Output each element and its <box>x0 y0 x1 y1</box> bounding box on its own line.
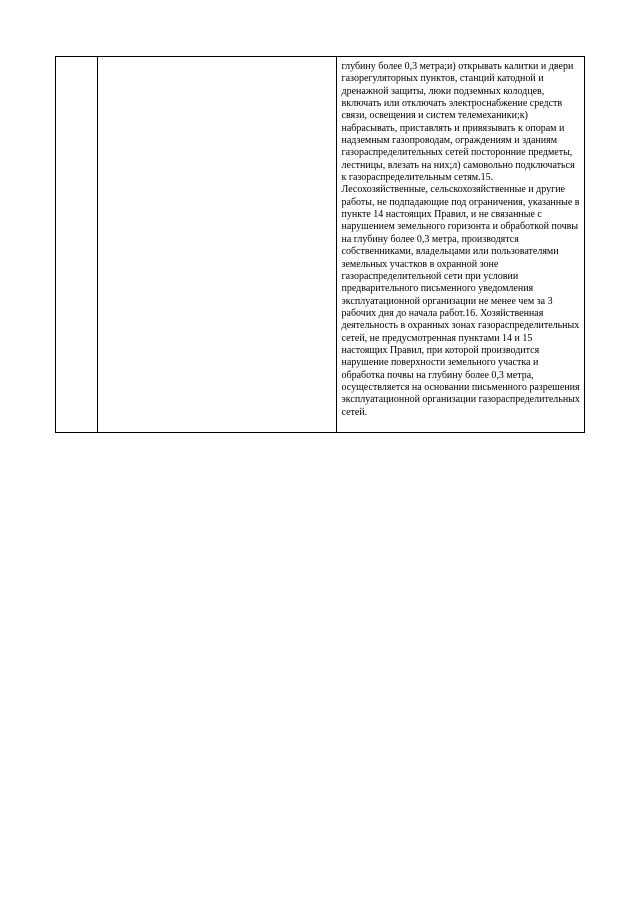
table-cell-content <box>336 57 584 433</box>
table-cell-number <box>56 57 98 433</box>
content-table <box>55 56 585 433</box>
table-cell-title <box>98 57 336 433</box>
cell-text: глубину более 0,3 метра;и) открывать калитки и двери газорегуляторных пунктов, станций катодной и дренажной защиты, люки подземных колодцев, включать или отключать электроснабжение средств связи, освещения и систем телемеханики;к) набрасывать, приставлять и привязывать к опорам и надземным газопроводам, ограждениям и зданиям газораспределительных сетей посторонние предметы, лестницы, влезать на них;л) самовольно подключаться к газораспределительным сетям.15. Лесохозяйственные, сельскохозяйственные и другие работы, не подпадающие под ограничения, указанные в пункте 14 настоящих Правил, и не связанные с нарушением земельного горизонта и обработкой почвы на глубину более 0,3 метра, производятся собственниками, владельцами или пользователями земельных участков в охранной зоне газораспределительной сети при условии предварительного письменного уведомления эксплуатационной организации не менее чем за 3 рабочих дня до начала работ.16. Хозяйственная деятельность в охранных зонах газораспределительных сетей, не предусмотренная пунктами 14 и 15 настоящих Правил, при которой производится нарушение поверхности земельного участка и обработка почвы на глубину более 0,3 метра, осуществляется на основании письменного разрешения эксплуатационной организации газораспределительных сетей. <box>341 61 580 418</box>
cell-text <box>56 57 97 61</box>
table-row <box>56 57 585 433</box>
cell-text <box>98 57 335 61</box>
